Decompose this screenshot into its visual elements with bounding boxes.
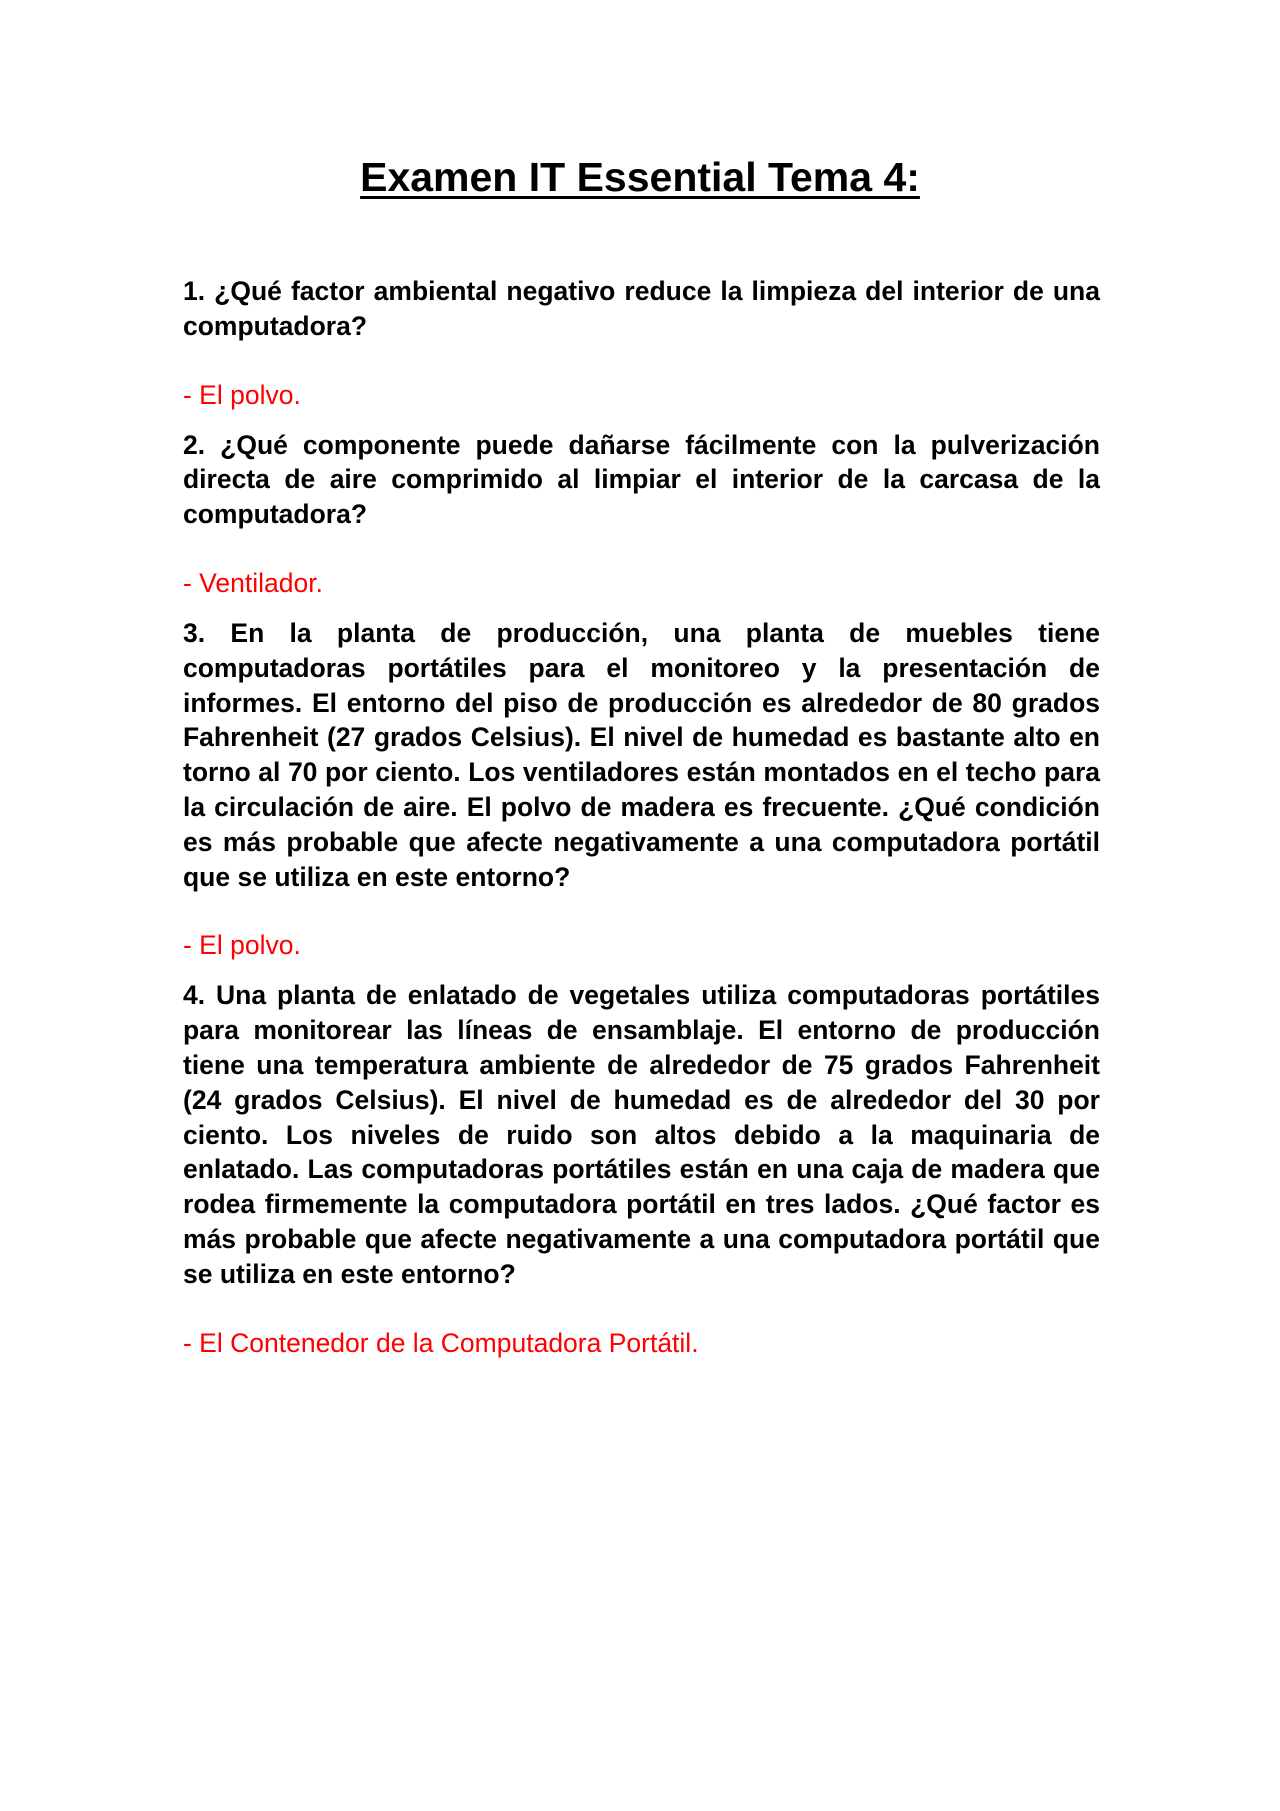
question-2: 2. ¿Qué componente puede dañarse fácilmente con la pulverización directa de aire comprimido al limpiar el interior de la carcasa de la computadora? <box>183 429 1100 530</box>
answer-4: - El Contenedor de la Computadora Portátil. <box>183 1327 699 1358</box>
answer-2: - Ventilador. <box>183 567 323 598</box>
answer-3: - El polvo. <box>183 930 301 961</box>
page-title: Examen IT Essential Tema 4: <box>360 154 920 200</box>
answer-1: - El polvo. <box>183 379 301 410</box>
question-1: 1. ¿Qué factor ambiental negativo reduce la limpieza del interior de una computadora? <box>183 276 1100 341</box>
question-list <box>183 274 1100 1360</box>
question-3: 3. En la planta de producción, una planta de muebles tiene computadoras portátiles para el monitoreo y la presentación de informes. El entorno del piso de producción es alrededor de 80 grados Fahrenheit (27 grados Celsius). El nivel de humedad es bastante alto en torno al 70 por ciento. Los ventiladores están montados en el techo para la circulación de aire. El polvo de madera es frecuente. ¿Qué condición es más probable que afecte negativamente a una computadora portátil que se utiliza en este entorno? <box>183 617 1100 892</box>
question-4: 4. Una planta de enlatado de vegetales utiliza computadoras portátiles para monitorear las líneas de ensamblaje. El entorno de producción tiene una temperatura ambiente de alrededor de 75 grados Fahrenheit (24 grados Celsius). El nivel de humedad es de alrededor del 30 por ciento. Los niveles de ruido son altos debido a la maquinaria de enlatado. Las computadoras portátiles están en una caja de madera que rodea firmemente la computadora portátil en tres lados. ¿Qué factor es más probable que afecte negativamente a una computadora portátil que se utiliza en este entorno? <box>183 980 1100 1289</box>
